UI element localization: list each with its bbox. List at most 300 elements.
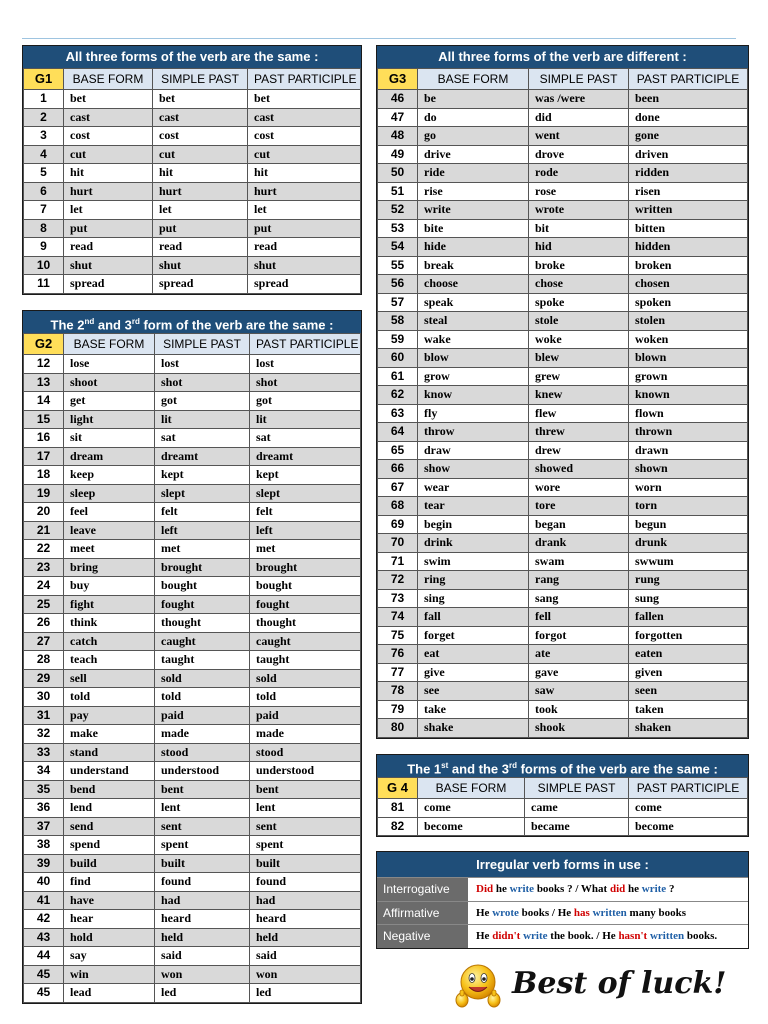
table-row [24,182,361,201]
table-row [378,330,748,349]
group-id-badge: G3 [378,69,418,90]
verb-number: 28 [24,651,64,670]
simple-past-cell: became [525,817,629,836]
title-text: form of the verb are the same : [139,317,334,333]
thumbs-up-smiley-icon [452,960,504,1012]
example-fragment: did [609,883,626,895]
verb-number: 33 [24,743,64,762]
base-form-cell: bet [64,90,153,109]
verb-number: 54 [378,238,418,257]
simple-past-cell: threw [529,423,629,442]
base-form-cell: steal [418,312,529,331]
past-participle-cell: flown [629,404,748,423]
usage-row [377,901,748,925]
simple-past-cell: drank [529,534,629,553]
table-row [24,355,361,374]
verb-number: 43 [24,928,64,947]
example-fragment: He [476,930,493,942]
base-form-cell: fly [418,404,529,423]
simple-past-cell: slept [155,484,250,503]
past-participle-cell: won [250,965,361,984]
simple-past-cell: hid [529,238,629,257]
past-participle-cell: worn [629,478,748,497]
table-row [378,349,748,368]
verb-number: 66 [378,460,418,479]
verb-number: 3 [24,127,64,146]
base-form-cell: wear [418,478,529,497]
simple-past-cell: woke [529,330,629,349]
table-row [24,373,361,392]
past-participle-cell: met [250,540,361,559]
past-participle-cell: been [629,90,748,109]
past-participle-cell: shot [250,373,361,392]
table-row [24,799,361,818]
past-participle-cell: read [248,238,361,257]
simple-past-header: SIMPLE PAST [525,778,629,799]
base-form-cell: understand [64,762,155,781]
table-row [378,127,748,146]
simple-past-cell: understood [155,762,250,781]
table-row [378,645,748,664]
past-participle-cell: shut [248,256,361,275]
table-row [24,873,361,892]
example-fragment: hasn't [618,930,648,942]
verb-number: 38 [24,836,64,855]
base-form-cell: build [64,854,155,873]
table-row [378,589,748,608]
table-row [378,608,748,627]
base-form-cell: throw [418,423,529,442]
verb-number: 6 [24,182,64,201]
base-form-cell: shut [64,256,153,275]
verb-number: 13 [24,373,64,392]
base-form-cell: fall [418,608,529,627]
table-row [24,632,361,651]
usage-box [376,851,749,949]
base-form-cell: pay [64,706,155,725]
example-fragment: written [649,930,685,942]
table-row [378,201,748,220]
table-row [24,145,361,164]
past-participle-cell: gone [629,127,748,146]
base-form-cell: hide [418,238,529,257]
table-row [378,108,748,127]
table-row [24,429,361,448]
title-text: and 3 [94,317,132,333]
past-participle-cell: begun [629,515,748,534]
simple-past-cell: led [155,984,250,1003]
base-form-header: BASE FORM [64,334,155,355]
base-form-cell: let [64,201,153,220]
title-sup: nd [84,317,95,326]
table-row [378,552,748,571]
simple-past-cell: rode [529,164,629,183]
base-form-cell: ride [418,164,529,183]
table-row [24,706,361,725]
table-row [24,484,361,503]
base-form-cell: shake [418,719,529,738]
simple-past-cell: met [155,540,250,559]
simple-past-cell: took [529,700,629,719]
base-form-cell: rise [418,182,529,201]
base-form-cell: put [64,219,153,238]
simple-past-cell: sang [529,589,629,608]
past-participle-cell: sat [250,429,361,448]
simple-past-cell: tore [529,497,629,516]
base-form-cell: break [418,256,529,275]
verb-number: 56 [378,275,418,294]
verb-number: 44 [24,947,64,966]
verb-number: 17 [24,447,64,466]
simple-past-cell: rose [529,182,629,201]
base-form-cell: sleep [64,484,155,503]
example-fragment: write [523,930,548,942]
verb-number: 8 [24,219,64,238]
base-form-cell: go [418,127,529,146]
base-form-cell: hit [64,164,153,183]
verb-number: 82 [378,817,418,836]
past-participle-cell: sent [250,817,361,836]
verb-number: 4 [24,145,64,164]
simple-past-cell: read [153,238,248,257]
verb-number: 76 [378,645,418,664]
simple-past-header: SIMPLE PAST [153,69,248,90]
past-participle-cell: thrown [629,423,748,442]
base-form-cell: drink [418,534,529,553]
simple-past-cell: began [529,515,629,534]
group-id-badge: G2 [24,334,64,355]
past-participle-cell: torn [629,497,748,516]
simple-past-cell: drew [529,441,629,460]
base-form-cell: choose [418,275,529,294]
past-participle-cell: lit [250,410,361,429]
past-participle-cell: chosen [629,275,748,294]
simple-past-cell: flew [529,404,629,423]
simple-past-cell: bought [155,577,250,596]
simple-past-cell: saw [529,682,629,701]
past-participle-cell: grown [629,367,748,386]
verb-number: 2 [24,108,64,127]
group-1-title: All three forms of the verb are the same : [23,46,361,68]
table-row [24,577,361,596]
simple-past-cell: kept [155,466,250,485]
simple-past-cell: brought [155,558,250,577]
table-row [24,965,361,984]
base-form-cell: stand [64,743,155,762]
base-form-cell: take [418,700,529,719]
base-form-cell: get [64,392,155,411]
usage-example [468,925,748,948]
past-participle-cell: built [250,854,361,873]
past-participle-cell: told [250,688,361,707]
table-row [24,201,361,220]
verb-number: 35 [24,780,64,799]
base-form-cell: swim [418,552,529,571]
past-participle-cell: rung [629,571,748,590]
past-participle-cell: left [250,521,361,540]
past-participle-cell: got [250,392,361,411]
usage-row [377,877,748,901]
simple-past-cell: wore [529,478,629,497]
past-participle-header: PAST PARTICIPLE [248,69,361,90]
table-row [378,682,748,701]
verb-number: 45 [24,965,64,984]
base-form-cell: cut [64,145,153,164]
table-row [378,515,748,534]
table-row [24,984,361,1003]
base-form-cell: cost [64,127,153,146]
table-row [24,275,361,294]
table-row [24,651,361,670]
simple-past-cell: stood [155,743,250,762]
simple-past-cell: won [155,965,250,984]
base-form-cell: have [64,891,155,910]
table-row [24,219,361,238]
simple-past-cell: forgot [529,626,629,645]
simple-past-cell: lent [155,799,250,818]
table-row [24,762,361,781]
past-participle-cell: given [629,663,748,682]
past-participle-cell: drunk [629,534,748,553]
simple-past-cell: bet [153,90,248,109]
example-fragment: didn't [492,930,521,942]
base-form-cell: draw [418,441,529,460]
simple-past-cell: paid [155,706,250,725]
past-participle-cell: cut [248,145,361,164]
base-form-cell: keep [64,466,155,485]
table-row [378,799,748,818]
past-participle-cell: understood [250,762,361,781]
verb-number: 74 [378,608,418,627]
base-form-cell: read [64,238,153,257]
table-row [378,256,748,275]
simple-past-cell: spread [153,275,248,294]
table-row [24,558,361,577]
past-participle-cell: bent [250,780,361,799]
verb-number: 5 [24,164,64,183]
base-form-cell: bring [64,558,155,577]
table-row [24,817,361,836]
verb-number: 50 [378,164,418,183]
base-form-cell: lose [64,355,155,374]
example-fragment: write [641,883,667,895]
verb-number: 47 [378,108,418,127]
simple-past-cell: showed [529,460,629,479]
example-fragment: He [476,906,493,919]
verb-number: 40 [24,873,64,892]
simple-past-cell: ate [529,645,629,664]
usage-example [468,902,748,925]
table-row [24,466,361,485]
verb-number: 67 [378,478,418,497]
usage-label: Negative [377,925,468,948]
base-form-cell: show [418,460,529,479]
table-row [378,275,748,294]
simple-past-cell: shot [155,373,250,392]
table-row [378,219,748,238]
base-form-cell: find [64,873,155,892]
simple-past-cell: came [525,799,629,818]
simple-past-cell: stole [529,312,629,331]
base-form-cell: make [64,725,155,744]
past-participle-cell: shown [629,460,748,479]
group-2-title [23,311,361,333]
verb-number: 65 [378,441,418,460]
table-row [24,910,361,929]
base-form-cell: win [64,965,155,984]
verb-number: 41 [24,891,64,910]
table-row [24,90,361,109]
base-form-cell: told [64,688,155,707]
base-form-cell: hold [64,928,155,947]
past-participle-cell: blown [629,349,748,368]
table-group-3 [376,45,749,739]
simple-past-cell: gave [529,663,629,682]
simple-past-header: SIMPLE PAST [529,69,629,90]
base-form-cell: be [418,90,529,109]
simple-past-cell: knew [529,386,629,405]
table-row [378,145,748,164]
past-participle-cell: sung [629,589,748,608]
verb-number: 14 [24,392,64,411]
simple-past-cell: cast [153,108,248,127]
example-fragment: has [573,906,590,919]
verb-number: 9 [24,238,64,257]
table-row [378,312,748,331]
verb-number: 58 [378,312,418,331]
past-participle-cell: known [629,386,748,405]
header-row [24,69,361,90]
past-participle-cell: eaten [629,645,748,664]
simple-past-cell: left [155,521,250,540]
table-row [378,626,748,645]
past-participle-cell: hidden [629,238,748,257]
past-participle-header: PAST PARTICIPLE [250,334,361,355]
verb-number: 34 [24,762,64,781]
table-row [378,534,748,553]
base-form-header: BASE FORM [64,69,153,90]
simple-past-cell: went [529,127,629,146]
base-form-cell: leave [64,521,155,540]
past-participle-cell: put [248,219,361,238]
simple-past-cell: let [153,201,248,220]
example-fragment: write [509,883,535,895]
verb-number: 51 [378,182,418,201]
base-form-cell: catch [64,632,155,651]
past-participle-cell: spread [248,275,361,294]
past-participle-cell: come [629,799,748,818]
simple-past-cell: felt [155,503,250,522]
table-row [378,367,748,386]
past-participle-cell: paid [250,706,361,725]
table-row [378,719,748,738]
past-participle-cell: bet [248,90,361,109]
simple-past-cell: hurt [153,182,248,201]
simple-past-cell: fell [529,608,629,627]
table-group-4 [376,754,749,837]
past-participle-cell: dreamt [250,447,361,466]
base-form-cell: grow [418,367,529,386]
title-sup: st [441,761,449,770]
verb-number: 1 [24,90,64,109]
table-row [378,182,748,201]
verb-number: 36 [24,799,64,818]
past-participle-cell: taught [250,651,361,670]
verb-number: 20 [24,503,64,522]
past-participle-cell: lost [250,355,361,374]
table-row [378,663,748,682]
verb-number: 45 [24,984,64,1003]
table-row [24,447,361,466]
title-sup: rd [508,761,517,770]
simple-past-cell: drove [529,145,629,164]
table-row [24,127,361,146]
simple-past-cell: spent [155,836,250,855]
table-row [24,392,361,411]
simple-past-cell: caught [155,632,250,651]
past-participle-cell: brought [250,558,361,577]
verb-number: 24 [24,577,64,596]
example-fragment: the book. / He [547,930,619,942]
simple-past-cell: lost [155,355,250,374]
table-row [378,700,748,719]
table-row [24,780,361,799]
verb-number: 79 [378,700,418,719]
base-form-header: BASE FORM [418,69,529,90]
base-form-cell: blow [418,349,529,368]
base-form-cell: spread [64,275,153,294]
title-text: The 1 [407,761,442,777]
base-form-cell: bend [64,780,155,799]
header-row [378,69,748,90]
simple-past-cell: broke [529,256,629,275]
simple-past-cell: put [153,219,248,238]
simple-past-cell: sat [155,429,250,448]
simple-past-cell: had [155,891,250,910]
past-participle-cell: stood [250,743,361,762]
group-id-badge: G 4 [378,778,418,799]
table-row [24,108,361,127]
usage-label: Affirmative [377,902,468,925]
example-fragment: he [625,883,642,895]
simple-past-cell: wrote [529,201,629,220]
title-sup: rd [131,317,140,326]
past-participle-header: PAST PARTICIPLE [629,778,748,799]
past-participle-cell: fallen [629,608,748,627]
past-participle-cell: slept [250,484,361,503]
simple-past-cell: chose [529,275,629,294]
title-text: forms of the verb are the same : [516,761,718,777]
verb-number: 30 [24,688,64,707]
verb-number: 64 [378,423,418,442]
simple-past-cell: built [155,854,250,873]
past-participle-cell: swwum [629,552,748,571]
base-form-cell: think [64,614,155,633]
base-form-header: BASE FORM [418,778,525,799]
past-participle-cell: caught [250,632,361,651]
table-row [24,540,361,559]
simple-past-cell: said [155,947,250,966]
table-row [378,460,748,479]
simple-past-cell: shook [529,719,629,738]
simple-past-cell: hit [153,164,248,183]
verb-number: 77 [378,663,418,682]
best-of-luck-footer [452,958,727,1014]
past-participle-cell: seen [629,682,748,701]
verb-number: 32 [24,725,64,744]
table-row [24,669,361,688]
base-form-cell: drive [418,145,529,164]
